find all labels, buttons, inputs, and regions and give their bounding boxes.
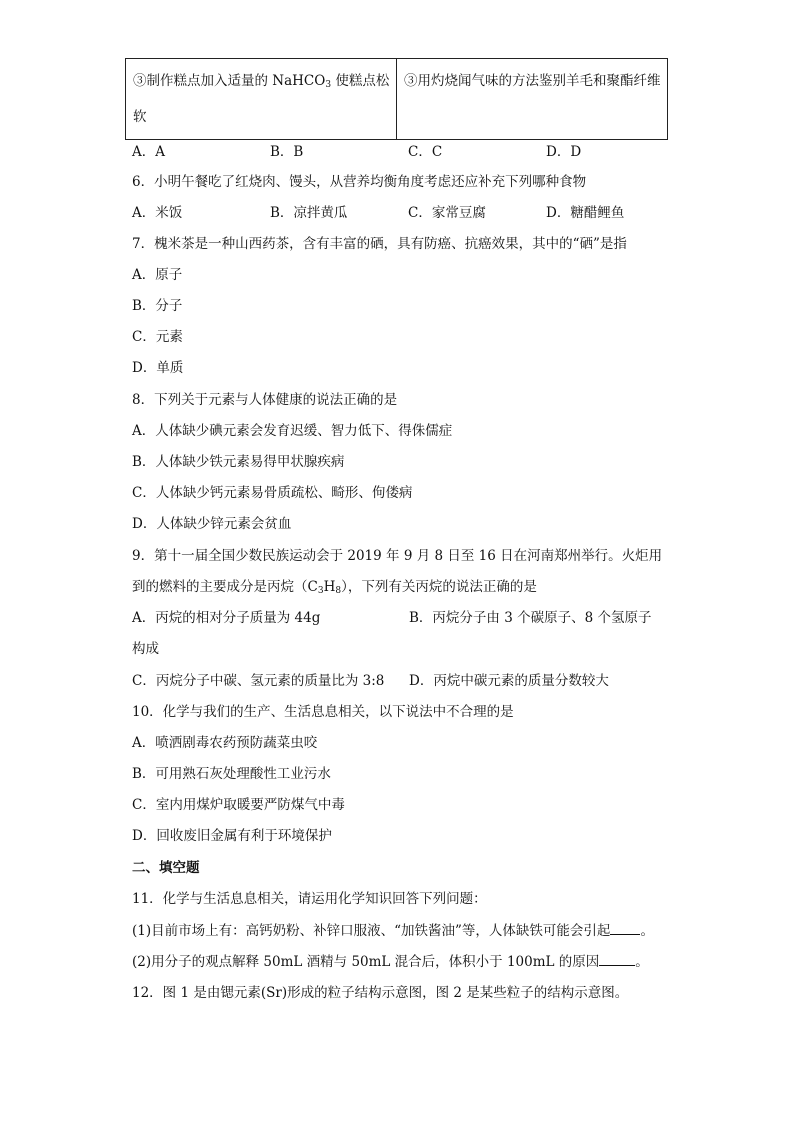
table-cell-right: ③用灼烧闻气味的方法鉴别羊毛和聚酯纤维	[397, 59, 668, 140]
q8-stem: 8．下列关于元素与人体健康的说法正确的是	[132, 392, 398, 408]
q6-option-c: C．家常豆腐	[408, 205, 486, 221]
q5-option-d: D．D	[546, 144, 582, 160]
q11-part2: (2)用分子的观点解释 50mL 酒精与 50mL 混合后，体积小于 100mL 的原因 。	[132, 951, 649, 972]
q9-stem-line1: 9．第十一届全国少数民族运动会于 2019 年 9 月 8 日至 16 日在河南郑州举行。火炬用	[132, 548, 663, 564]
q7-stem: 7．槐米茶是一种山西药茶，含有丰富的硒，具有防癌、抗癌效果，其中的“硒”是指	[132, 236, 627, 252]
q10-option-c: C．室内用煤炉取暖要严防煤气中毒	[132, 797, 345, 813]
table-row	[126, 59, 668, 140]
q8-option-b: B．人体缺少铁元素易得甲状腺疾病	[132, 454, 345, 470]
q11-part1: (1)目前市场上有：高钙奶粉、补锌口服液、“加铁酱油”等，人体缺铁可能会引起 。	[132, 920, 654, 941]
answer-blank	[610, 920, 640, 935]
q10-option-b: B．可用熟石灰处理酸性工业污水	[132, 766, 331, 782]
section-heading: 二、填空题	[132, 860, 200, 876]
q9-option-c: C．丙烷分子中碳、氢元素的质量比为 3:8	[132, 673, 385, 689]
q10-option-a: A．喷洒剧毒农药预防蔬菜虫咬	[132, 735, 318, 751]
q9-option-b-cont: 构成	[132, 641, 159, 657]
q7-option-c: C．元素	[132, 329, 183, 345]
q9-stem-line2: 到的燃料的主要成分是丙烷$(C_3H_8)$，下列有关丙烷的说法正确的是	[132, 579, 537, 596]
q5-option-b: B．B	[270, 144, 304, 160]
answer-blank	[599, 951, 635, 966]
q5-option-a: A．A	[132, 144, 165, 160]
q9-option-b: B．丙烷分子由 3 个碳原子、8 个氢原子	[409, 610, 652, 626]
q8-option-a: A．人体缺少碘元素会发育迟缓、智力低下、得侏儒症	[132, 423, 453, 439]
q12-stem: 12．图 1 是由锶元素(Sr)形成的粒子结构示意图，图 2 是某些粒子的结构示意图。	[132, 985, 629, 1001]
options-table	[125, 58, 668, 140]
q8-option-d: D．人体缺少锌元素会贫血	[132, 516, 292, 532]
q9-option-a: A．丙烷的相对分子质量为 44g	[132, 610, 321, 626]
q6-option-d: D．糖醋鲤鱼	[546, 205, 625, 221]
q7-option-b: B．分子	[132, 298, 183, 314]
q7-option-d: D．单质	[132, 360, 184, 376]
q9-option-d: D．丙烷中碳元素的质量分数较大	[409, 673, 609, 689]
table-cell-left: ③制作糕点加入适量的 NaHCO$_3$ 使糕点松软	[126, 59, 397, 140]
q6-stem: 6．小明午餐吃了红烧肉、馒头，从营养均衡角度考虑还应补充下列哪种食物	[132, 174, 587, 190]
q7-option-a: A．原子	[132, 267, 183, 283]
q8-option-c: C．人体缺少钙元素易骨质疏松、畸形、佝偻病	[132, 485, 413, 501]
q10-option-d: D．回收废旧金属有利于环境保护	[132, 828, 332, 844]
q6-option-b: B．凉拌黄瓜	[270, 205, 348, 221]
q5-option-c: C．C	[408, 144, 443, 160]
q10-stem: 10．化学与我们的生产、生活息息相关，以下说法中不合理的是	[132, 704, 514, 720]
q6-option-a: A．米饭	[132, 205, 183, 221]
q11-stem: 11．化学与生活息息相关，请运用化学知识回答下列问题：	[132, 891, 487, 907]
